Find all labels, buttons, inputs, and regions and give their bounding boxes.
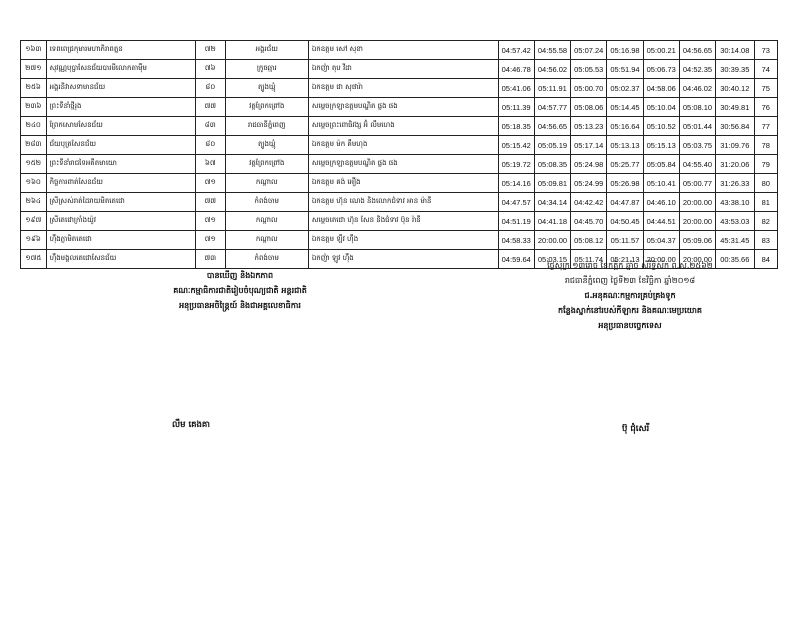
approval-line-1: បានឃើញ និងឯកភាព [206, 271, 274, 280]
table-row [21, 212, 778, 231]
rank-cell: 80 [754, 174, 778, 193]
district-cell: ត្បូងឃ្មុំ [225, 79, 308, 98]
time-heat-3-cell: 05:08.12 [571, 231, 607, 250]
signature-name-left: លឹម គេងគា [172, 420, 211, 430]
boat-name-cell: ព្រះទីនាំថ្មីរុង [46, 98, 195, 117]
row-number-cell: ២៦៤ [21, 193, 47, 212]
time-heat-6-cell: 05:08.10 [679, 98, 715, 117]
row-number-cell: ១៧៥ [21, 250, 47, 269]
total-time-cell: 31:26.33 [716, 174, 754, 193]
district-cell: រាជធានីភ្នំពេញ [225, 117, 308, 136]
sponsor-name-cell: ឯកញ៉ា ឡូវ ហ៊ឹង [308, 250, 498, 269]
boat-name-cell: ជ័យបុត្រសែនជ័យ [46, 136, 195, 155]
approval-line-3: អនុប្រធានអចិន្ត្រៃយ៍ និងជាអគ្គលេខាធិការ [179, 301, 301, 310]
total-time-cell: 43:38.10 [716, 193, 754, 212]
time-heat-2-cell: 05:08.35 [534, 155, 570, 174]
district-cell: កណ្តាល [225, 174, 308, 193]
time-heat-3-cell: 04:42.42 [571, 193, 607, 212]
row-number-cell: ២៧១ [21, 60, 47, 79]
issuer-title: អនុប្រធានបច្ចេកទេស [598, 321, 662, 330]
time-heat-5-cell: 05:10.04 [643, 98, 679, 117]
row-number-cell: ១៦៣ [21, 41, 47, 60]
crew-count-cell: ៧១ [195, 231, 225, 250]
total-time-cell: 30:40.12 [716, 79, 754, 98]
table-row [21, 60, 778, 79]
time-heat-5-cell: 04:58.06 [643, 79, 679, 98]
boat-name-cell: ហ៊ឹងភ្លាមិតតេជោ [46, 231, 195, 250]
table-row [21, 231, 778, 250]
rank-cell: 73 [754, 41, 778, 60]
time-heat-5-cell: 05:05.84 [643, 155, 679, 174]
time-heat-6-cell: 04:52.35 [679, 60, 715, 79]
crew-count-cell: ៨០ [195, 136, 225, 155]
time-heat-5-cell: 05:10.41 [643, 174, 679, 193]
time-heat-1-cell: 05:18.35 [498, 117, 534, 136]
row-number-cell: ១៥២ [21, 155, 47, 174]
time-heat-1-cell: 05:15.42 [498, 136, 534, 155]
time-heat-4-cell: 05:16.64 [607, 117, 643, 136]
time-heat-6-cell: 05:09.06 [679, 231, 715, 250]
time-heat-1-cell: 05:11.39 [498, 98, 534, 117]
time-heat-1-cell: 04:57.42 [498, 41, 534, 60]
time-heat-5-cell: 05:15.13 [643, 136, 679, 155]
sponsor-name-cell: ឯកញ៉ា តុប វីដា [308, 60, 498, 79]
time-heat-6-cell: 04:55.40 [679, 155, 715, 174]
time-heat-4-cell: 05:16.98 [607, 41, 643, 60]
time-heat-3-cell: 05:13.23 [571, 117, 607, 136]
row-number-cell: ១៩៦ [21, 231, 47, 250]
table-row [21, 193, 778, 212]
time-heat-2-cell: 04:57.77 [534, 98, 570, 117]
time-heat-4-cell: 05:26.98 [607, 174, 643, 193]
crew-count-cell: ៧៣ [195, 250, 225, 269]
time-heat-1-cell: 05:41.06 [498, 79, 534, 98]
rank-cell: 75 [754, 79, 778, 98]
time-heat-2-cell: 05:11.91 [534, 79, 570, 98]
time-heat-5-cell: 04:44.51 [643, 212, 679, 231]
approval-line-2: គណៈកម្មាធិការជាតិរៀបចំបុណ្យជាតិ អន្តរជាតិ [173, 286, 307, 295]
boat-name-cell: សុវណ្ណបុប្ផាសែនជ័យបារមីលោកតាម៉ឹម [46, 60, 195, 79]
time-heat-2-cell: 04:34.14 [534, 193, 570, 212]
total-time-cell: 30:14.08 [716, 41, 754, 60]
time-heat-2-cell: 04:41.18 [534, 212, 570, 231]
time-heat-5-cell: 05:10.52 [643, 117, 679, 136]
time-heat-4-cell: 05:21.13 [607, 250, 643, 269]
table-row [21, 41, 778, 60]
sponsor-name-cell: សម្តេចក្រឡាឧត្តមបណ្ឌិត ផ្លង ផង [308, 98, 498, 117]
rank-cell: 78 [754, 136, 778, 155]
sponsor-name-cell: ឯកឧត្តម សៅ សុខា [308, 41, 498, 60]
issuer-subcommittee: កន្លែងស្នាក់នៅរបស់កីឡាករ និងគណៈមេប្រយោគ [558, 306, 702, 315]
time-heat-4-cell: 05:25.77 [607, 155, 643, 174]
total-time-cell: 31:20.06 [716, 155, 754, 174]
time-heat-3-cell: 05:24.98 [571, 155, 607, 174]
time-heat-4-cell: 04:47.87 [607, 193, 643, 212]
signature-name-right: ប៊ុ ជុំសេរី [622, 424, 650, 434]
crew-count-cell: ៨៣ [195, 117, 225, 136]
row-number-cell: ១៩៧ [21, 212, 47, 231]
time-heat-6-cell: 05:03.75 [679, 136, 715, 155]
time-heat-1-cell: 04:58.33 [498, 231, 534, 250]
time-heat-3-cell: 04:45.70 [571, 212, 607, 231]
boat-name-cell: ហ៊ឹងមង្គលតេជោសែនជ័យ [46, 250, 195, 269]
district-cell: ត្បូងឃ្មុំ [225, 136, 308, 155]
crew-count-cell: ៧៧ [195, 193, 225, 212]
time-heat-1-cell: 05:19.72 [498, 155, 534, 174]
sponsor-name-cell: សម្តេចក្រឡាឧត្តមបណ្ឌិត ផ្លង ផង [308, 155, 498, 174]
time-heat-3-cell: 05:07.24 [571, 41, 607, 60]
time-heat-4-cell: 05:13.13 [607, 136, 643, 155]
total-time-cell: 00:35.66 [716, 250, 754, 269]
total-time-cell: 30:39.35 [716, 60, 754, 79]
total-time-cell: 30:49.81 [716, 98, 754, 117]
rank-cell: 76 [754, 98, 778, 117]
time-heat-2-cell: 05:09.81 [534, 174, 570, 193]
crew-count-cell: ៧១ [195, 174, 225, 193]
time-heat-2-cell: 20:00.00 [534, 231, 570, 250]
crew-count-cell: ៦៧ [195, 155, 225, 174]
issuer-lunar-date: ថ្ងៃសុក្រ ១៣រោច ខែកត្តិក ឆ្នាំច សំរឹទ្ធិស័ក ព.ស.២៥៦២ [547, 261, 713, 270]
time-heat-4-cell: 05:02.37 [607, 79, 643, 98]
time-heat-4-cell: 05:11.57 [607, 231, 643, 250]
table-row [21, 117, 778, 136]
sponsor-name-cell: ឯកឧត្តម ហ៊ុន ណេង និងលោកជំទាវ អាន ម៉ានី [308, 193, 498, 212]
time-heat-5-cell: 05:06.73 [643, 60, 679, 79]
district-cell: វត្តព្រែកព្រៅង [225, 98, 308, 117]
sponsor-name-cell: ឯកឧត្តម គង់ អឿង [308, 174, 498, 193]
table-row [21, 136, 778, 155]
rank-cell: 83 [754, 231, 778, 250]
time-heat-6-cell: 04:46.02 [679, 79, 715, 98]
time-heat-6-cell: 20:00.00 [679, 193, 715, 212]
time-heat-3-cell: 05:17.14 [571, 136, 607, 155]
crew-count-cell: ៧៦ [195, 60, 225, 79]
rank-cell: 79 [754, 155, 778, 174]
time-heat-4-cell: 05:14.45 [607, 98, 643, 117]
table-row [21, 174, 778, 193]
time-heat-3-cell: 05:00.70 [571, 79, 607, 98]
time-heat-6-cell: 05:00.77 [679, 174, 715, 193]
time-heat-1-cell: 04:47.57 [498, 193, 534, 212]
total-time-cell: 45:31.45 [716, 231, 754, 250]
total-time-cell: 43:53.03 [716, 212, 754, 231]
row-number-cell: ២៨៣ [21, 136, 47, 155]
row-number-cell: ២៤០ [21, 117, 47, 136]
time-heat-6-cell: 05:01.44 [679, 117, 715, 136]
total-time-cell: 31:09.76 [716, 136, 754, 155]
time-heat-2-cell: 04:56.65 [534, 117, 570, 136]
time-heat-2-cell: 05:03.15 [534, 250, 570, 269]
sponsor-name-cell: ឯកឧត្តម ម៉ក គឹមហុង [308, 136, 498, 155]
time-heat-2-cell: 04:56.02 [534, 60, 570, 79]
table-row [21, 79, 778, 98]
issuer-committee: ជ.អនុគណៈកម្មការគ្រប់គ្រងទូក [584, 291, 676, 300]
time-heat-5-cell: 20:00.00 [643, 250, 679, 269]
boat-name-cell: ព្រែកសោមសែនជ័យ [46, 117, 195, 136]
results-table [20, 40, 778, 269]
time-heat-5-cell: 05:00.21 [643, 41, 679, 60]
time-heat-1-cell: 04:59.64 [498, 250, 534, 269]
rank-cell: 81 [754, 193, 778, 212]
time-heat-4-cell: 05:51.94 [607, 60, 643, 79]
time-heat-1-cell: 04:46.78 [498, 60, 534, 79]
time-heat-6-cell: 20:00.00 [679, 250, 715, 269]
crew-count-cell: ៨០ [195, 79, 225, 98]
district-cell: កំពង់ចាម [225, 250, 308, 269]
rank-cell: 84 [754, 250, 778, 269]
boat-name-cell: ព្រះទីនាំរាជទៃអតីតមាយោ [46, 155, 195, 174]
crew-count-cell: ៧១ [195, 212, 225, 231]
boat-name-cell: អង្គរនិវាសទាមានជ័យ [46, 79, 195, 98]
crew-count-cell: ៧២ [195, 41, 225, 60]
results-table-body [21, 41, 778, 269]
crew-count-cell: ៧៧ [195, 98, 225, 117]
time-heat-2-cell: 05:05.19 [534, 136, 570, 155]
row-number-cell: ២៥៦ [21, 79, 47, 98]
sponsor-name-cell: សម្តេចតេជោ ហ៊ុន សែន និងជំទាវ ប៊ុន រ៉ានី [308, 212, 498, 231]
issuer-block [490, 258, 770, 333]
time-heat-5-cell: 05:04.37 [643, 231, 679, 250]
time-heat-5-cell: 04:46.10 [643, 193, 679, 212]
time-heat-1-cell: 04:51.19 [498, 212, 534, 231]
table-row [21, 155, 778, 174]
boat-name-cell: ទេពពេជ្រកុមារមហាភិរាពត្នន [46, 41, 195, 60]
time-heat-4-cell: 04:50.45 [607, 212, 643, 231]
district-cell: កំពង់ចាម [225, 193, 308, 212]
district-cell: ក្រូចឆ្មារ [225, 60, 308, 79]
time-heat-3-cell: 05:05.53 [571, 60, 607, 79]
rank-cell: 77 [754, 117, 778, 136]
sponsor-name-cell: សម្តេចព្រះពោធិវង្ស អ៊ំ លឹមហេង [308, 117, 498, 136]
row-number-cell: ១៦០ [21, 174, 47, 193]
row-number-cell: ២៣៦ [21, 98, 47, 117]
time-heat-2-cell: 04:55.58 [534, 41, 570, 60]
district-cell: អង្គរជ័យ [225, 41, 308, 60]
sponsor-name-cell: ឯកឧត្តម ឡឹវ ហ៊ឹង [308, 231, 498, 250]
boat-name-cell: កិច្ចការពាត់សែនជ័យ [46, 174, 195, 193]
district-cell: កណ្តាល [225, 212, 308, 231]
total-time-cell: 30:56.84 [716, 117, 754, 136]
time-heat-6-cell: 04:56.65 [679, 41, 715, 60]
time-heat-3-cell: 05:08.06 [571, 98, 607, 117]
boat-name-cell: ស្រីស្រស់រាត់ដៃរាយមិតតេជោ [46, 193, 195, 212]
time-heat-3-cell: 05:24.99 [571, 174, 607, 193]
rank-cell: 82 [754, 212, 778, 231]
table-row [21, 98, 778, 117]
district-cell: កណ្តាល [225, 231, 308, 250]
time-heat-1-cell: 05:14.16 [498, 174, 534, 193]
boat-name-cell: ស្រីតេជោក្រាំងយ៉ូវ [46, 212, 195, 231]
issuer-solar-date: រាជធានីភ្នំពេញ ថ្ងៃទី២៣ ខែវិច្ឆិកា ឆ្នាំ២០១៨ [564, 276, 696, 285]
district-cell: វត្តព្រែកព្រៅង [225, 155, 308, 174]
time-heat-6-cell: 20:00.00 [679, 212, 715, 231]
approval-block [110, 268, 370, 313]
time-heat-3-cell: 05:11.74 [571, 250, 607, 269]
sponsor-name-cell: ឯកឧត្តម ជា សុផារ៉ា [308, 79, 498, 98]
rank-cell: 74 [754, 60, 778, 79]
